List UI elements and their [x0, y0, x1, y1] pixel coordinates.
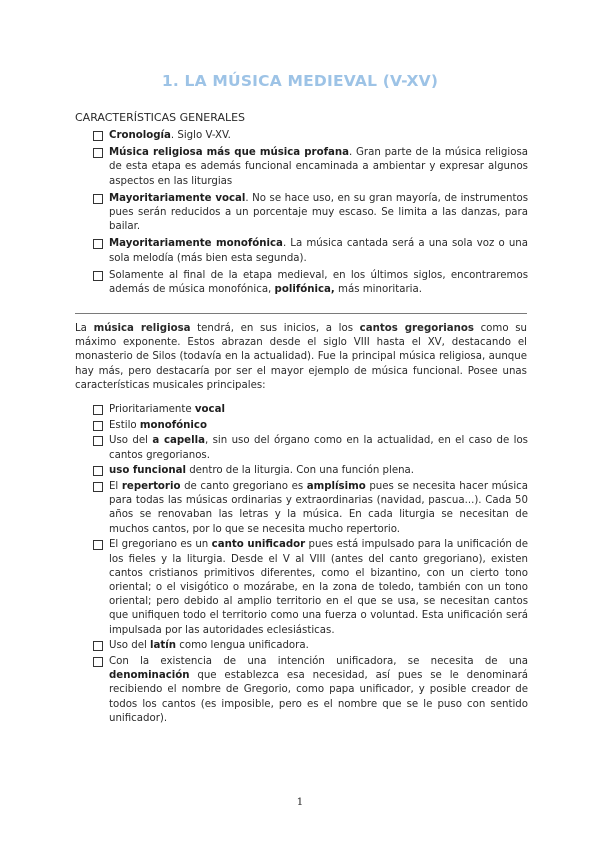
- chant-characteristics-list: [92, 403, 528, 726]
- list-item: Uso del a capella, sin uso del órgano como en la actualidad, en el caso de los cantos gregorianos.: [92, 434, 528, 462]
- section-heading: CARACTERÍSTICAS GENERALES: [75, 111, 246, 124]
- checkbox-icon: [93, 405, 103, 415]
- checkbox-icon: [93, 131, 103, 141]
- list-item: El repertorio de canto gregoriano es amplísimo pues se necesita hacer música para todas las músicas ordinarias y extraordinarias (navidad, pascua...). Cada 50 años se renovaban las letras y la música. En cada liturgia se necesitan de muchos cantos, por lo que se necesita mucho repertorio.: [92, 480, 528, 537]
- checkbox-icon: [93, 482, 103, 492]
- page-number: 1: [296, 796, 304, 808]
- checkbox-icon: [93, 421, 103, 431]
- list-item: Uso del latín como lengua unificadora.: [92, 639, 528, 653]
- checkbox-icon: [93, 641, 103, 651]
- list-item: Prioritariamente vocal: [92, 403, 528, 417]
- checkbox-icon: [93, 540, 103, 550]
- checkbox-icon: [93, 239, 103, 249]
- divider: [75, 313, 527, 314]
- intro-paragraph: La música religiosa tendrá, en sus inicios, a los cantos gregorianos como su máximo exponente. Estos abrazan desde el siglo VIII hasta el XV, destacando el monasterio de Silos (todavía en la actualidad). Fue la principal música religiosa, aunque hay más, pero destacaría por ser el mayor ejemplo de música funcional. Posee unas características musicales principales:: [75, 323, 527, 391]
- checkbox-icon: [93, 436, 103, 446]
- general-characteristics-list: [92, 129, 528, 297]
- checkbox-icon: [93, 466, 103, 476]
- list-item: uso funcional dentro de la liturgia. Con una función plena.: [92, 464, 528, 478]
- list-item: Mayoritariamente vocal. No se hace uso, en su gran mayoría, de instrumentos pues serán reducidos a un porcentaje muy escaso. Se limita a las danzas, para bailar.: [92, 192, 528, 235]
- checkbox-icon: [93, 657, 103, 667]
- list-item: Con la existencia de una intención unificadora, se necesita de una denominación que establezca esa necesidad, así pues se le denominará recibiendo el nombre de Gregorio, como papa unificador, y posible creador de todos los cantos (es imposible, pero es el nombre que se le puso con sentido unificador).: [92, 655, 528, 726]
- checkbox-icon: [93, 271, 103, 281]
- checkbox-icon: [93, 194, 103, 204]
- list-item: Cronología. Siglo V-XV.: [92, 129, 528, 143]
- list-item: Música religiosa más que música profana. Gran parte de la música religiosa de esta etapa es además funcional encaminada a ambientar y expresar algunos aspectos en las liturgias: [92, 146, 528, 189]
- page-title: 1. LA MÚSICA MEDIEVAL (V-XV): [161, 72, 439, 90]
- list-item: El gregoriano es un canto unificador pues está impulsado para la unificación de los fieles y la liturgia. Desde el V al VIII (antes del canto gregoriano), existen cantos cristianos primitivos diferentes, como el bizantino, con un cierto tono oriental; o el visigótico o mozárabe, en la zona de toledo, también con un tono oriental; pero debido al amplio territorio en el que se usa, se necesitan cantos que unifiquen todo el territorio como una fuerza o voluntad. Esta unificación será impulsada por las autoridades eclesiásticas.: [92, 538, 528, 637]
- list-item: Estilo monofónico: [92, 419, 528, 433]
- list-item: Mayoritariamente monofónica. La música cantada será a una sola voz o una sola melodía (más bien esta segunda).: [92, 237, 528, 265]
- list-item: Solamente al final de la etapa medieval, en los últimos siglos, encontraremos además de música monofónica, polifónica, más minoritaria.: [92, 269, 528, 297]
- checkbox-icon: [93, 148, 103, 158]
